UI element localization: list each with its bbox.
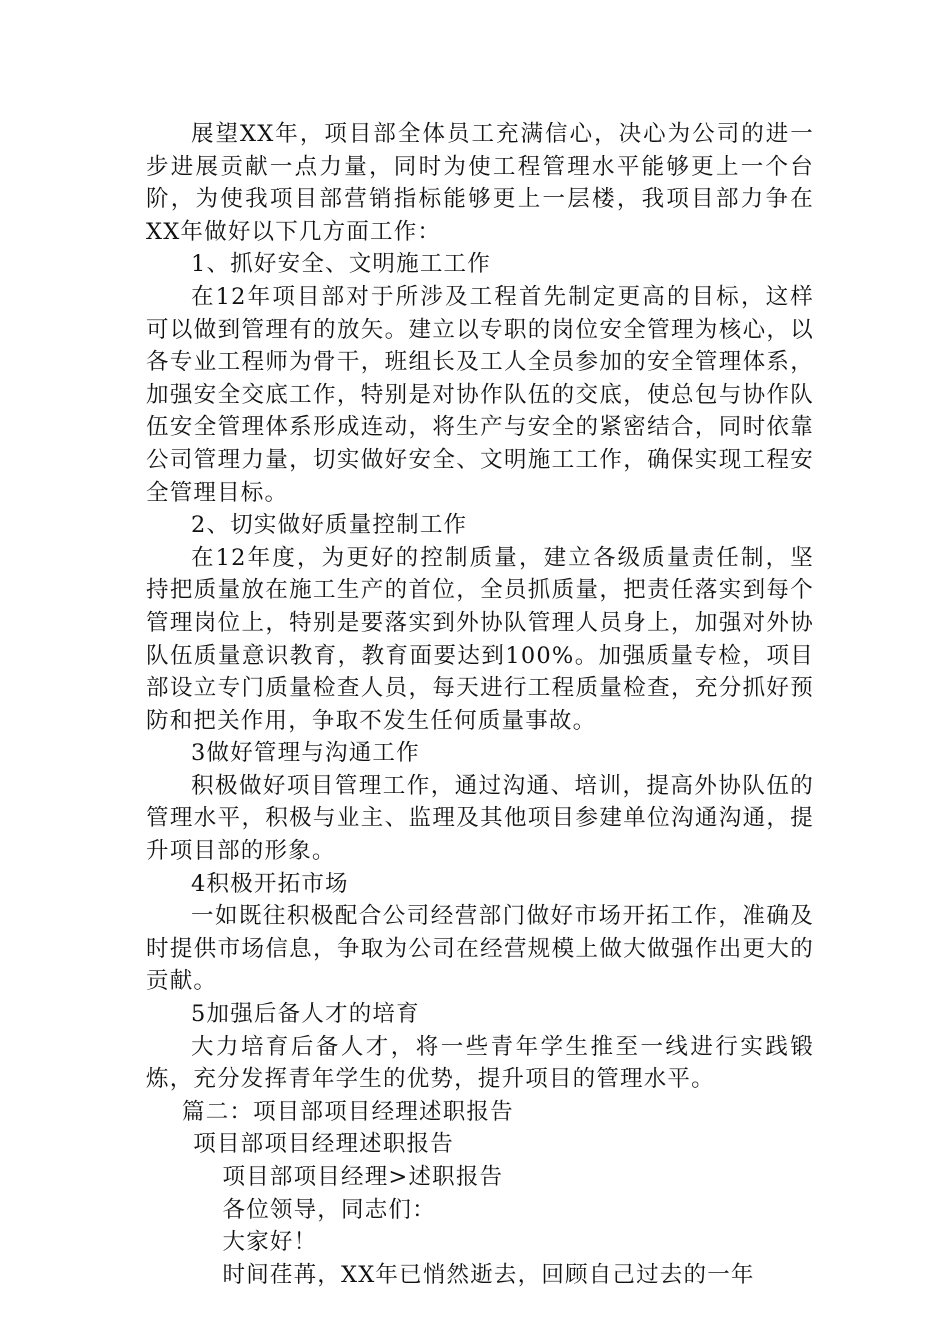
document-page [146, 118, 814, 1291]
section-heading-management: 3做好管理与沟通工作 [191, 740, 420, 767]
management-paragraph: 积极做好项目管理工作，通过沟通、培训，提高外协队伍的管理水平，积极与业主、监理及其他项目参建单位沟通沟通，提升项目部的形象。 [146, 772, 814, 865]
report-title: 项目部项目经理述职报告 [193, 1131, 454, 1158]
section-heading-market: 4积极开拓市场 [191, 870, 349, 897]
quality-paragraph: 在12年度，为更好的控制质量，建立各级质量责任制，坚持把质量放在施工生产的首位，全员抓质量，把责任落实到每个管理岗位上，特别是要落实到外协队管理人员身上，加强对外协队伍质量意识教育，教育面要达到100%。加强质量专检，项目部设立专门质量检查人员，每天进行工程质量检查，充分抓好预防和把关作用，争取不发生任何质量事故。 [146, 544, 814, 734]
opening-line: 时间荏苒，XX年已悄然逝去，回顾自己过去的一年 [222, 1261, 755, 1288]
section-heading-safety: 1、抓好安全、文明施工工作 [191, 251, 491, 278]
section-heading-quality: 2、切实做好质量控制工作 [191, 512, 468, 539]
safety-paragraph: 在12年项目部对于所涉及工程首先制定更高的目标，这样可以做到管理有的放矢。建立以专职的岗位安全管理为核心，以各专业工程师为骨干，班组长及工人全员参加的安全管理体系，加强安全交底工作，特别是对协作队伍的交底，使总包与协作队伍安全管理体系形成连动，将生产与安全的紧密结合，同时依靠公司管理力量，切实做好安全、文明施工工作，确保实现工程安全管理目标。 [146, 283, 814, 506]
part-two-title: 篇二：项目部项目经理述职报告 [182, 1098, 514, 1125]
greeting: 大家好！ [222, 1229, 318, 1256]
section-heading-talent: 5加强后备人才的培育 [191, 1001, 420, 1028]
salutation: 各位领导，同志们： [222, 1196, 436, 1223]
market-paragraph: 一如既往积极配合公司经营部门做好市场开拓工作，准确及时提供市场信息，争取为公司在经营规模上做大做强作出更大的贡献。 [146, 903, 814, 995]
report-subtitle: 项目部项目经理>述职报告 [222, 1164, 504, 1190]
intro-paragraph: 展望XX年，项目部全体员工充满信心，决心为公司的进一步进展贡献一点力量，同时为使工程管理水平能够更上一个台阶，为使我项目部营销指标能够更上一层楼，我项目部力争在XX年做好以下几方面工作： [146, 121, 814, 245]
talent-paragraph: 大力培育后备人才，将一些青年学生推至一线进行实践锻炼，充分发挥青年学生的优势，提升项目的管理水平。 [146, 1033, 814, 1093]
